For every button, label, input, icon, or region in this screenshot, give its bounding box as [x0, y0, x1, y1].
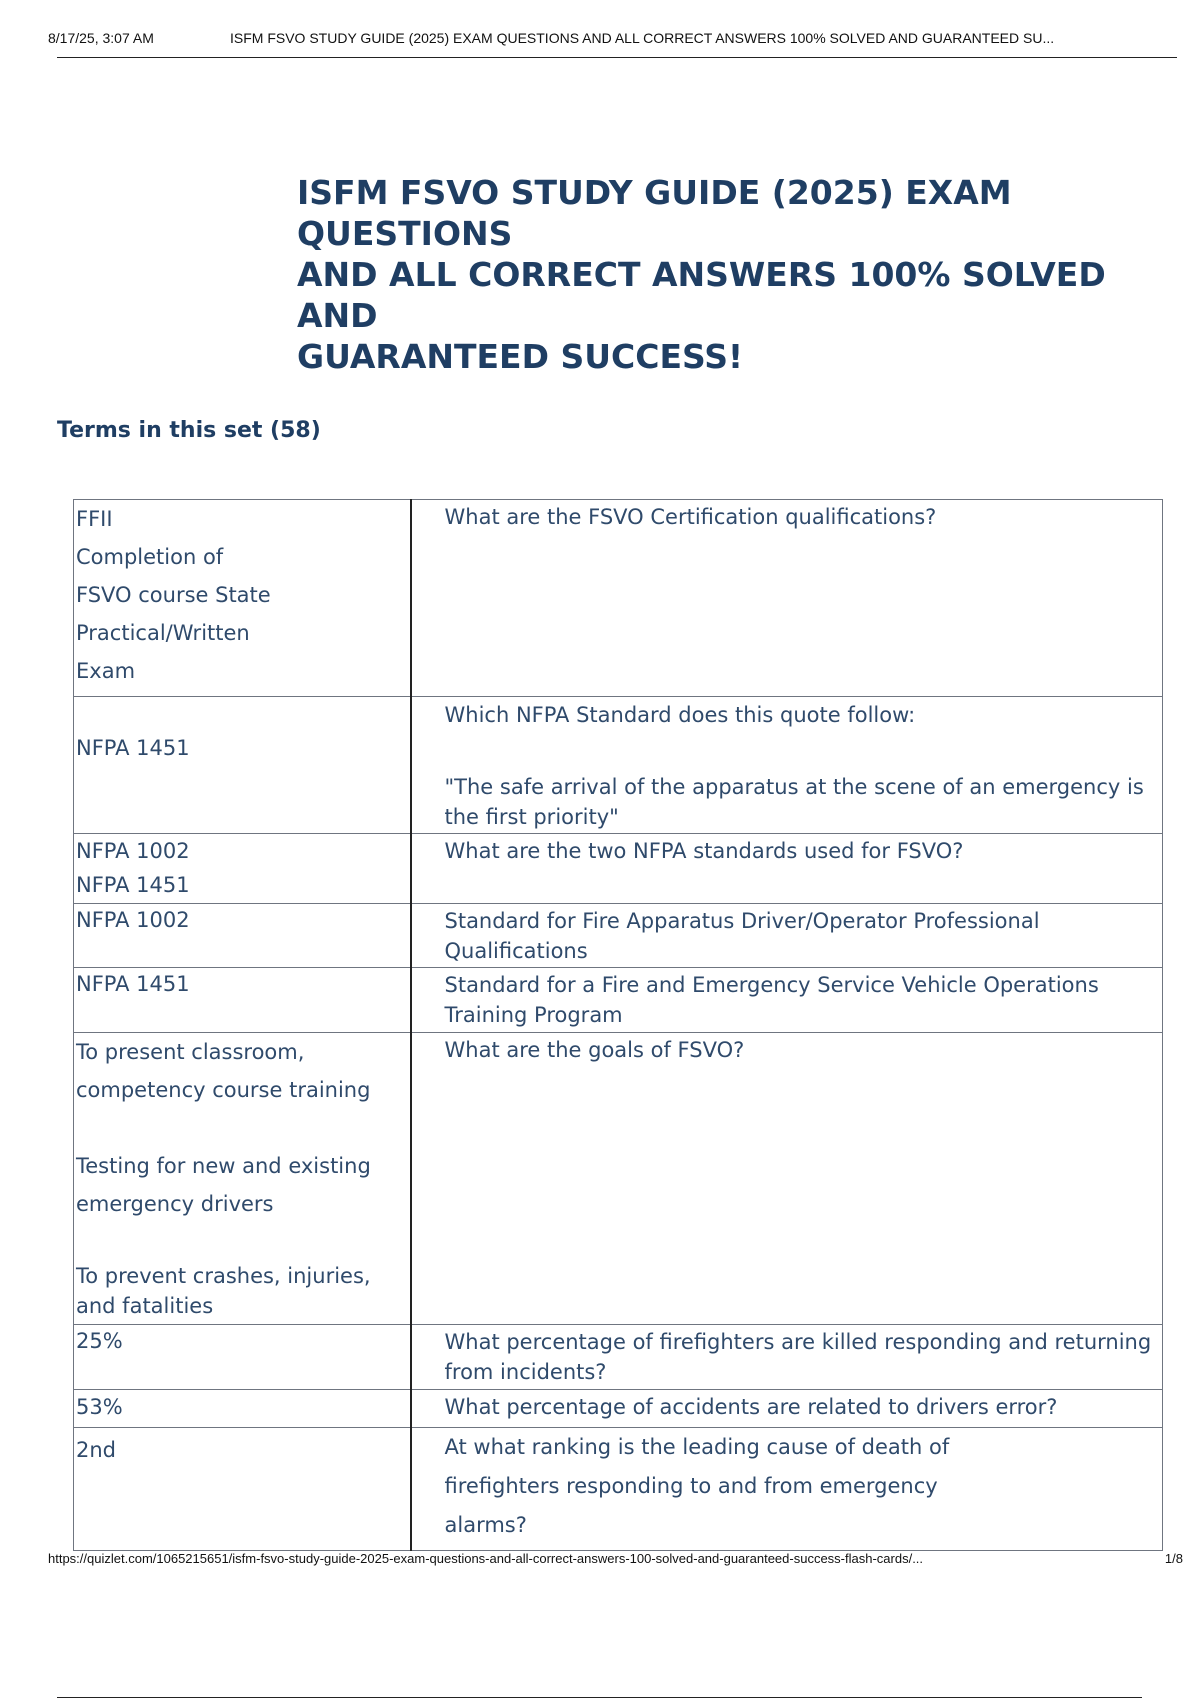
print-date: 8/17/25, 3:07 AM — [48, 30, 154, 46]
table-row — [74, 697, 1163, 834]
term-text: FSVO course State — [76, 583, 271, 607]
definition-cell — [411, 1033, 1163, 1325]
table-row — [74, 968, 1163, 1033]
definition-cell — [411, 1428, 1163, 1551]
table-row — [74, 834, 1163, 904]
term-cell — [74, 1428, 411, 1551]
page-number: 1/8 — [1164, 1551, 1183, 1566]
term-cell — [74, 1325, 411, 1390]
table-row — [74, 1033, 1163, 1325]
term-text: NFPA 1451 — [76, 873, 190, 897]
definition-text: Which NFPA Standard does this quote follow: — [444, 703, 916, 727]
term-text: NFPA 1451 — [76, 972, 190, 996]
print-header — [48, 30, 1178, 52]
bottom-divider — [57, 1697, 1142, 1698]
print-url: https://quizlet.com/1065215651/isfm-fsvo-study-guide-2025-exam-questions-and-all-correct-answers-100-solved-and-guaranteed-success-flash-cards/... — [48, 1551, 924, 1566]
term-text: 2nd — [76, 1438, 117, 1462]
term-text: 53% — [76, 1395, 123, 1419]
definition-cell — [411, 697, 1163, 834]
term-text: competency course training — [76, 1078, 371, 1102]
header-divider — [57, 57, 1177, 58]
definition-text: What are the two NFPA standards used for FSVO? — [444, 839, 964, 863]
terms-table — [73, 499, 1163, 1551]
term-text: Completion of — [76, 545, 224, 569]
definition-text: Standard for Fire Apparatus Driver/Operator Professional Qualifications — [444, 909, 1040, 963]
table-row — [74, 904, 1163, 968]
term-text: FFII — [76, 507, 113, 531]
terms-count-heading: Terms in this set (58) — [57, 418, 321, 443]
term-text: Exam — [76, 659, 136, 683]
term-text: 25% — [76, 1329, 123, 1353]
term-text: emergency drivers — [76, 1192, 274, 1216]
definition-text: "The safe arrival of the apparatus at the scene of an emergency is the first priority" — [444, 775, 1144, 829]
definition-cell — [411, 834, 1163, 904]
title-line-1: ISFM FSVO STUDY GUIDE (2025) EXAM QUESTIONS — [297, 173, 1012, 253]
title-line-2: AND ALL CORRECT ANSWERS 100% SOLVED AND — [297, 255, 1106, 335]
term-cell — [74, 834, 411, 904]
print-doc-title: ISFM FSVO STUDY GUIDE (2025) EXAM QUESTIONS AND ALL CORRECT ANSWERS 100% SOLVED AND GUARANTEED SU... — [230, 30, 1055, 46]
definition-text: alarms? — [444, 1513, 527, 1537]
term-text: To present classroom, — [76, 1040, 305, 1064]
title-line-3: GUARANTEED SUCCESS! — [297, 337, 744, 376]
term-text: NFPA 1002 — [76, 908, 190, 932]
definition-cell — [411, 904, 1163, 968]
definition-cell — [411, 500, 1163, 697]
term-cell — [74, 904, 411, 968]
term-text: Practical/Written — [76, 621, 250, 645]
term-text: NFPA 1451 — [76, 736, 190, 760]
term-cell — [74, 968, 411, 1033]
definition-text: firefighters responding to and from emergency — [444, 1474, 938, 1498]
page-title — [297, 172, 1187, 377]
term-text: Testing for new and existing — [76, 1154, 371, 1178]
definition-cell — [411, 968, 1163, 1033]
term-cell — [74, 1390, 411, 1428]
table-row — [74, 1428, 1163, 1551]
definition-cell — [411, 1325, 1163, 1390]
table-row — [74, 1325, 1163, 1390]
term-cell — [74, 697, 411, 834]
table-row — [74, 1390, 1163, 1428]
definition-text: What are the FSVO Certification qualifications? — [444, 505, 937, 529]
definition-text: Standard for a Fire and Emergency Service Vehicle Operations Training Program — [444, 973, 1099, 1027]
term-text: NFPA 1002 — [76, 839, 190, 863]
definition-text: What percentage of firefighters are killed responding and returning from incidents? — [444, 1330, 1152, 1384]
term-cell — [74, 500, 411, 697]
term-cell — [74, 1033, 411, 1325]
table-row — [74, 500, 1163, 697]
definition-text: What percentage of accidents are related to drivers error? — [444, 1395, 1058, 1419]
definition-cell — [411, 1390, 1163, 1428]
definition-text: At what ranking is the leading cause of death of — [444, 1435, 950, 1459]
term-text: To prevent crashes, injuries, and fatalities — [76, 1264, 371, 1318]
definition-text: What are the goals of FSVO? — [444, 1038, 745, 1062]
